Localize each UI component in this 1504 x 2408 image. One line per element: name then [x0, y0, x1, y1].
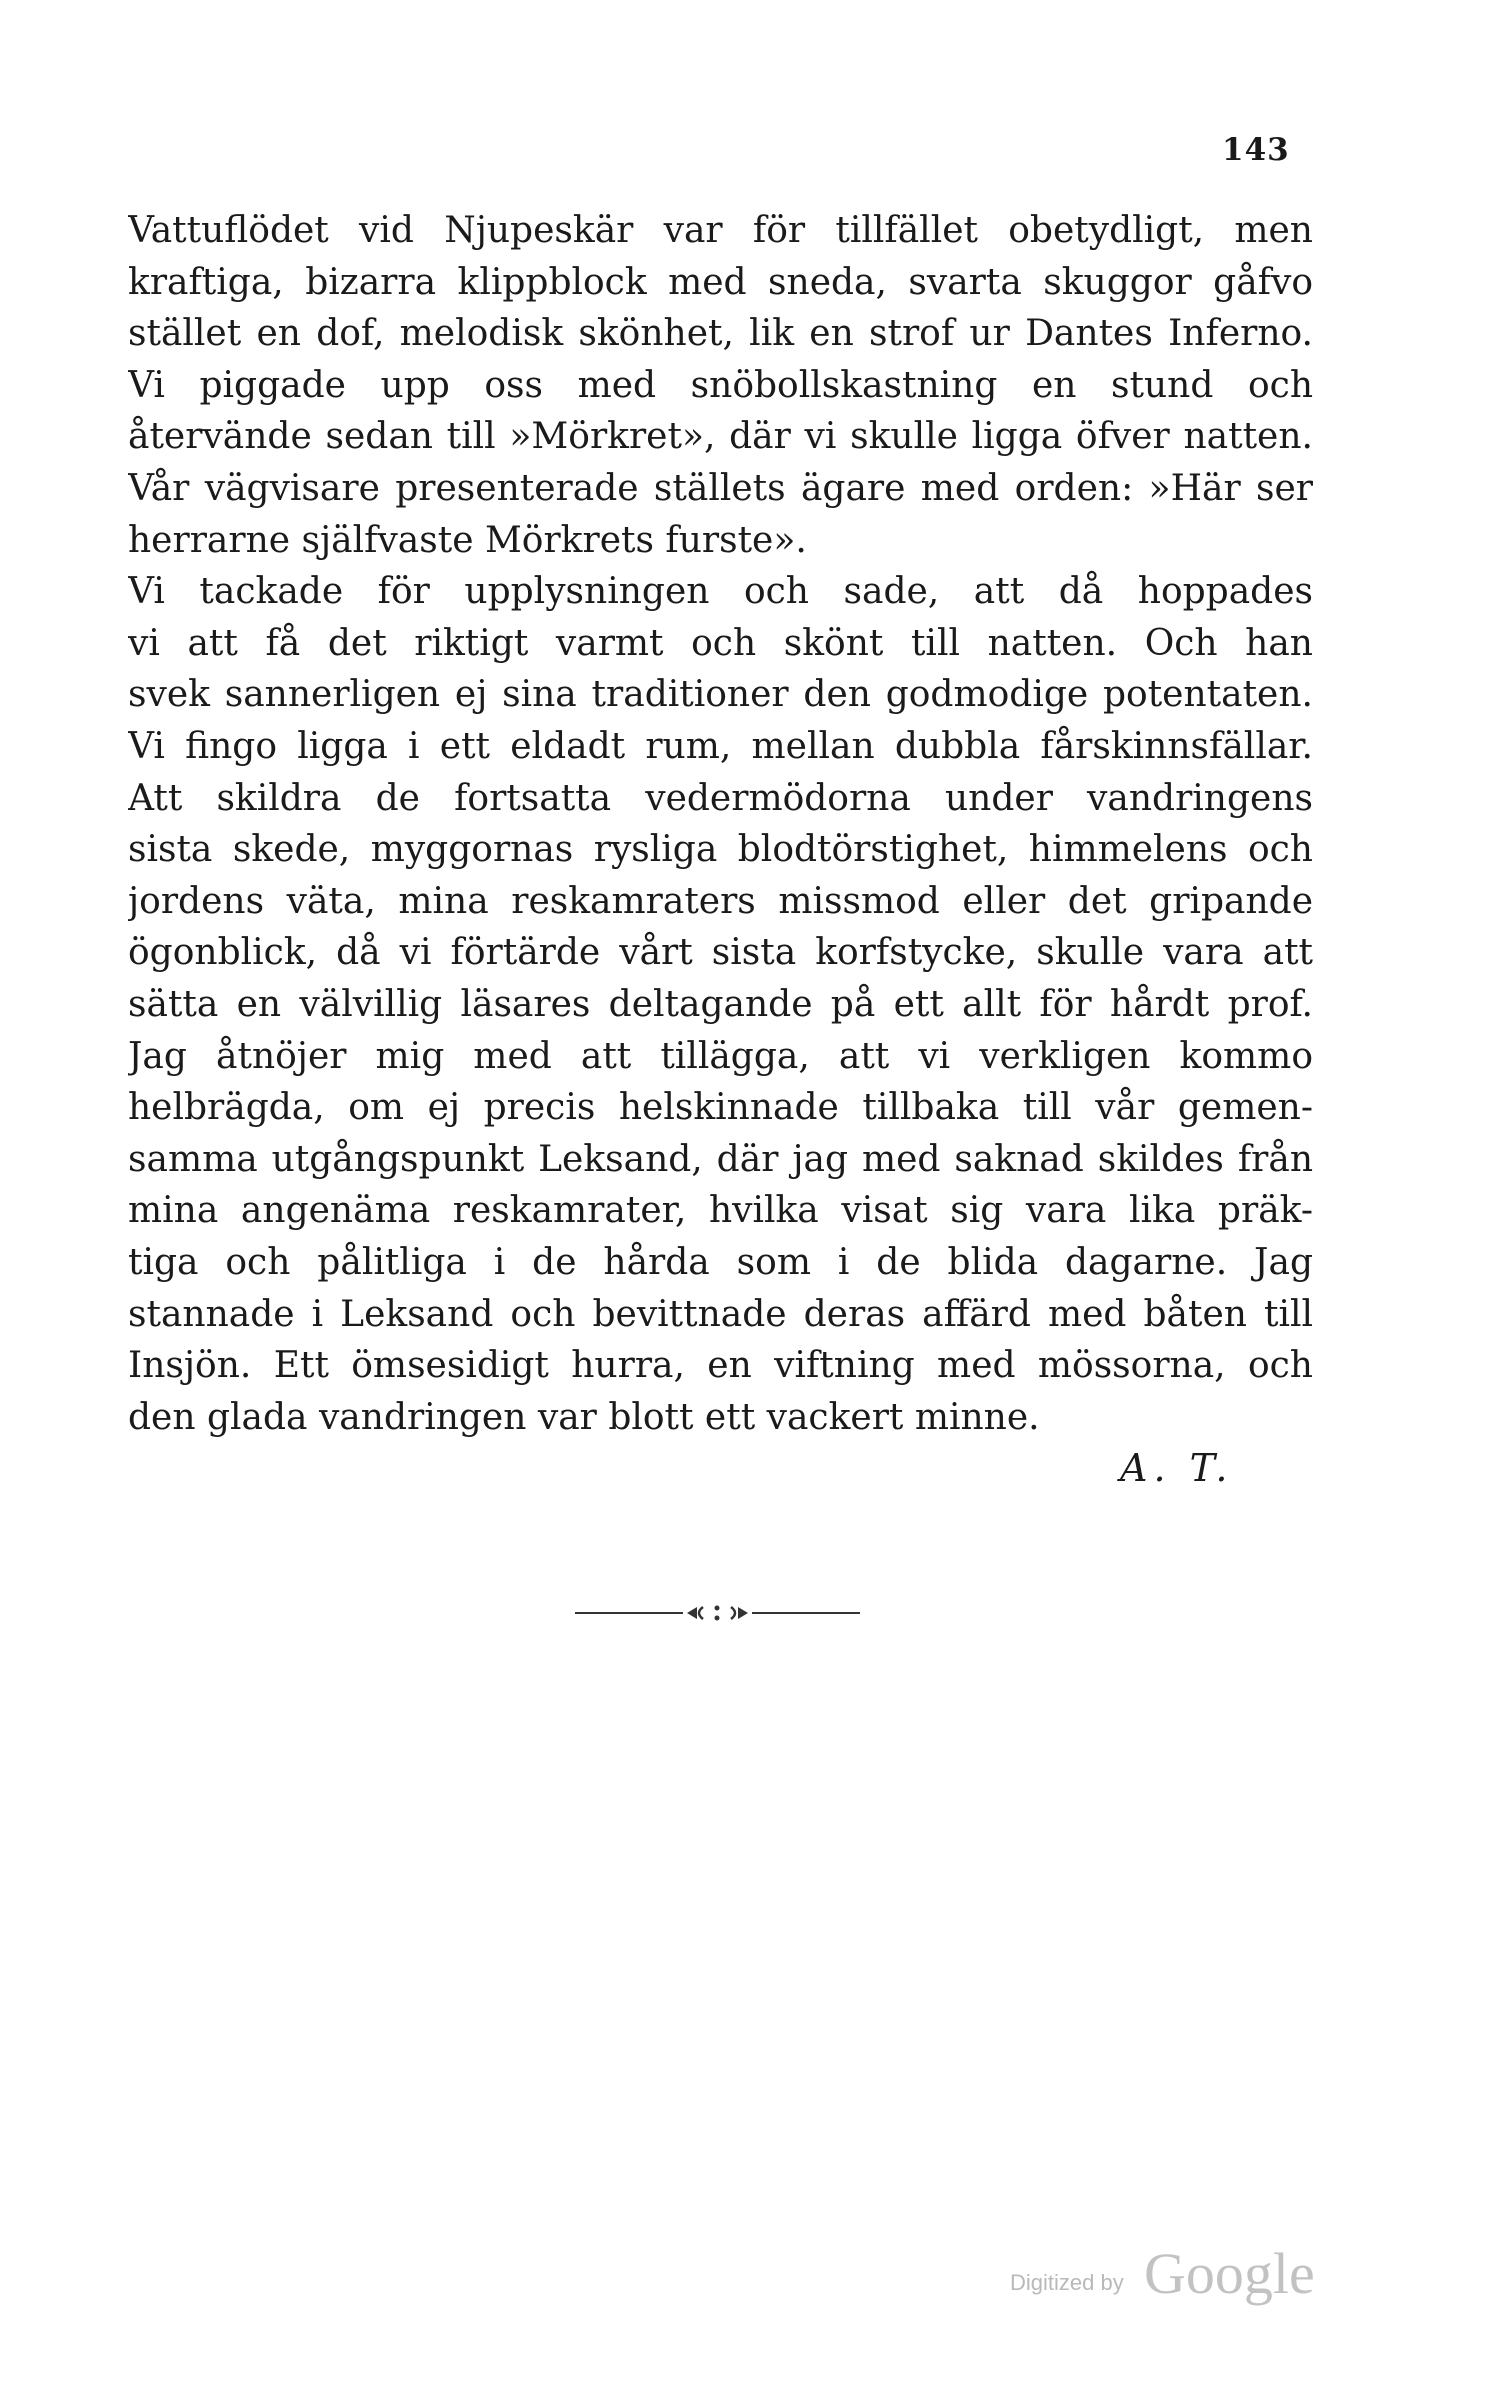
- text-line: stället en dof, melodisk skönhet, lik en strof ur Dantes Inferno.: [128, 313, 1313, 355]
- text-line: samma utgångspunkt Leksand, där jag med saknad skildes från: [128, 1138, 1313, 1180]
- text-line: kraftiga, bizarra klippblock med sneda, svarta skuggor gåfvo: [128, 261, 1313, 303]
- text-line: tiga och pålitliga i de hårda som i de blida dagarne. Jag: [128, 1242, 1313, 1283]
- google-wordmark: Google: [1144, 2241, 1315, 2306]
- text-line: jordens väta, mina reskamraters missmod eller det gripande: [128, 880, 1313, 922]
- text-line: Vi piggade upp oss med snöbollskastning en stund och: [128, 364, 1313, 406]
- text-line: vi att få det riktigt varmt och skönt till natten. Och han: [128, 622, 1313, 664]
- text-line: herrarne själfvaste Mörkrets furste».: [128, 519, 807, 561]
- text-line: den glada vandringen var blott ett vackert minne.: [128, 1396, 1040, 1438]
- text-line: Att skildra de fortsatta vedermödorna under vandringens: [128, 777, 1313, 819]
- text-line: Vi tackade för upplysningen och sade, att då hoppades: [128, 571, 1313, 613]
- text-line: sätta en välvillig läsares deltagande på ett allt för hårdt prof.: [128, 984, 1313, 1025]
- text-line: helbrägda, om ej precis helskinnade tillbaka till vår gemen-: [128, 1087, 1313, 1129]
- text-line: mina angenäma reskamrater, hvilka visat sig vara lika präk-: [128, 1190, 1313, 1232]
- text-line: återvände sedan till »Mörkret», där vi skulle ligga öfver natten.: [128, 416, 1313, 458]
- text-line: Vattuflödet vid Njupeskär var för tillfället obetydligt, men: [128, 210, 1313, 251]
- text-line: Vår vägvisare presenterade ställets ägare med orden: »Här ser: [128, 468, 1313, 509]
- text-line: Vi fingo ligga i ett eldadt rum, mellan dubbla fårskinnsfällar.: [128, 726, 1313, 767]
- text-line: svek sannerligen ej sina traditioner den godmodige potentaten.: [128, 674, 1313, 716]
- signature: A. T.: [1120, 1446, 1234, 1490]
- text-line: ögonblick, då vi förtärde vårt sista korfstycke, skulle vara att: [128, 932, 1313, 974]
- page-number: 143: [1222, 132, 1290, 168]
- text-line: Jag åtnöjer mig med att tillägga, att vi verkligen kommo: [128, 1035, 1313, 1077]
- text-line: sista skede, myggornas rysliga blodtörstighet, himmelens och: [128, 829, 1313, 871]
- ornament-divider: [575, 1598, 860, 1628]
- text-line: Insjön. Ett ömsesidigt hurra, en viftning med mössorna, och: [128, 1345, 1313, 1387]
- digitized-prefix: Digitized by: [1010, 2270, 1124, 2295]
- text-line: stannade i Leksand och bevittnade deras affärd med båten till: [128, 1293, 1313, 1335]
